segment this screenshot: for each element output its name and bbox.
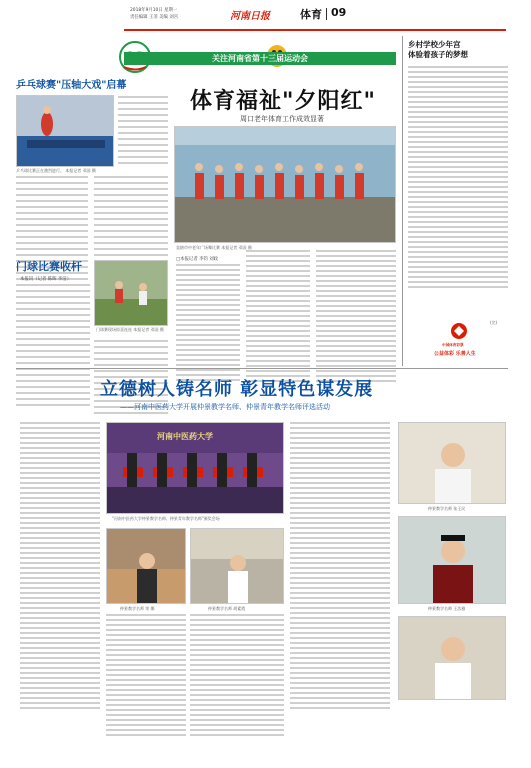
story2-body-col2 [106, 614, 186, 739]
sidebar-title: 乡村学校少年宫 体验着孩子的梦想 [408, 40, 468, 59]
paper-logo: 河南日报 [230, 11, 270, 22]
portrait-3 [398, 616, 506, 700]
lottery-logo [444, 322, 474, 342]
lecture-photo-caption: 仲景教学名师 胡素霞 [208, 606, 246, 611]
sidebar-rule [402, 36, 403, 366]
date-line: 2018年9月10日 星期一 [130, 8, 178, 13]
sidebar-body [408, 66, 508, 291]
lecture-photo [190, 528, 284, 604]
feature-photo [174, 126, 396, 243]
feature-subtitle: 周口老年体育工作成效显著 [240, 115, 324, 123]
portrait-1-caption: 仲景教学名师 张王民 [428, 506, 466, 511]
story2-title: 立德树人铸名师 彰显特色谋发展 [100, 379, 374, 400]
masthead [0, 0, 531, 34]
ceremony-banner-text: 河南中医药大学 [157, 432, 213, 441]
feature-caption: 直辖市中老年广场舞比赛 本报记者 邓国 摄 [176, 245, 252, 250]
portrait-1 [398, 422, 506, 504]
pingpong-caption: 乒乓球比赛正在激烈进行。 本报记者 邓国 摄 [16, 168, 96, 173]
pingpong-body-right [118, 96, 168, 168]
story2-subtitle: ——河南中医药大学开展仲景教学名师、仲景青年教学名师评选活动 [120, 403, 330, 411]
ceremony-photo [106, 422, 284, 514]
editor-line: 责任编辑 王菲 美编 刘宫 [130, 15, 179, 20]
story2-body-col1 [20, 422, 100, 712]
page-number: 09 [331, 6, 347, 19]
feature-title: 体育福祉"夕阳红" [190, 88, 376, 114]
topic-banner-text: 关注河南省第十三届运动会 [212, 54, 308, 63]
pingpong-article [16, 76, 168, 91]
ceremony-caption: "河南中医药大学仲景教学名师、仲景青年教学名师"颁奖会场 [112, 516, 220, 521]
gate-caption: 门球赛现场惊喜连连 本报记者 邓国 摄 [96, 327, 164, 332]
award-photo-caption: 仲景教学名师 荣 娜 [120, 606, 155, 611]
section-title: 体育 [300, 8, 322, 21]
feature-byline: □本报记者 李钧 刘政 [176, 257, 219, 262]
portrait-2-caption: 仲景教学名师 王浩雅 [428, 606, 466, 611]
portrait-2 [398, 516, 506, 604]
pingpong-photo [16, 95, 114, 167]
section-divider-line [16, 368, 508, 369]
gate-byline: 本报讯（记者 陈晖 李洁） [20, 277, 72, 282]
feature-body-col1 [176, 264, 240, 384]
pingpong-title: 乒乓球赛"压轴大戏"启幕 [16, 80, 127, 91]
feature-body-col3 [316, 250, 396, 385]
feature-body-col2 [246, 250, 310, 385]
story2-body-col4 [290, 422, 390, 712]
section-divider [326, 8, 327, 20]
topic-banner [124, 52, 396, 65]
award-photo [106, 528, 186, 604]
lottery-logo-title: 中国体育彩票 [442, 343, 464, 347]
story2-body-col3 [190, 614, 284, 739]
gate-title: 门球比赛收杆 [16, 260, 82, 273]
gate-body [16, 284, 90, 410]
masthead-rule [124, 29, 506, 31]
gate-photo [94, 260, 168, 326]
lottery-slogan: 公益体彩 乐善人生 [434, 351, 476, 357]
sidebar-signature: (完) [490, 320, 498, 325]
